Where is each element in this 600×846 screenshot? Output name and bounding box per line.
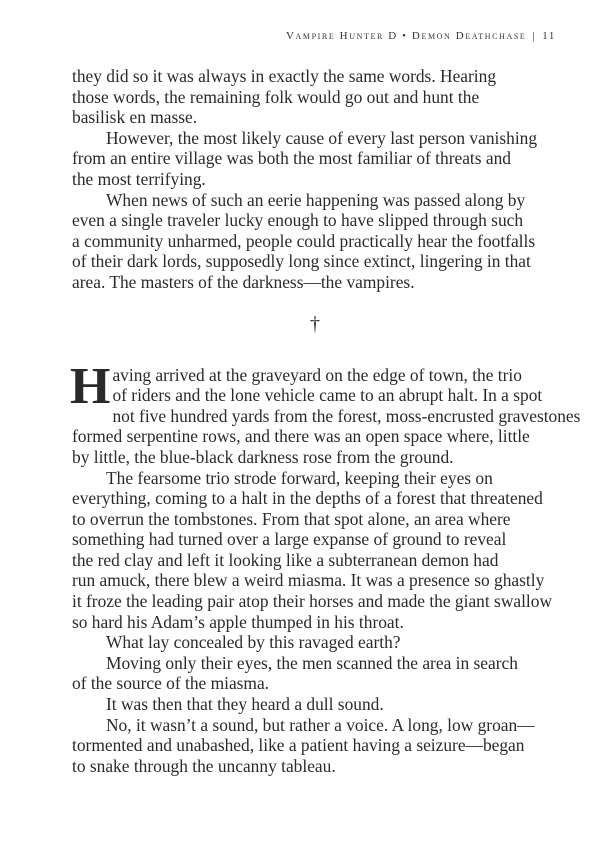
- text-line: the most terrifying.: [72, 168, 206, 189]
- drop-cap: H: [70, 357, 111, 415]
- text-line: The fearsome trio strode forward, keeping their eyes on: [106, 467, 493, 488]
- text-line: aving arrived at the graveyard on the edge of town, the trio: [112, 364, 522, 385]
- text-line: No, it wasn’t a sound, but rather a voice. A long, low groan—: [106, 714, 535, 735]
- text-line: it froze the leading pair atop their horses and made the giant swallow: [72, 591, 553, 612]
- text-line: to snake through the uncanny tableau.: [72, 755, 336, 776]
- text-line: basilisk en masse.: [72, 107, 198, 128]
- text-line: What lay concealed by this ravaged earth?: [106, 632, 401, 653]
- text-line: so hard his Adam’s apple thumped in his throat.: [72, 611, 404, 632]
- text-line: However, the most likely cause of every last person vanishing: [106, 127, 538, 148]
- text-line: of the source of the miasma.: [72, 673, 270, 694]
- text-line: those words, the remaining folk would go out and hunt the: [72, 86, 480, 107]
- text-line: from an entire village was both the most familiar of threats and: [72, 148, 511, 169]
- text-line: of their dark lords, supposedly long since extinct, lingering in that: [72, 251, 531, 272]
- running-title: Vampire Hunter D • Demon Deathchase: [285, 30, 527, 42]
- text-line: not five hundred yards from the forest, moss-encrusted gravestones: [112, 405, 581, 426]
- text-line: run amuck, there blew a weird miasma. It was a presence so ghastly: [72, 570, 545, 591]
- text-line: even a single traveler lucky enough to have slipped through such: [72, 210, 524, 231]
- text-line: they did so it was always in exactly the same words. Hearing: [72, 66, 497, 86]
- section-break-dagger-icon: †: [310, 312, 320, 335]
- header-divider: |: [532, 30, 537, 42]
- body-text: [70, 66, 581, 776]
- text-line: area. The masters of the darkness—the vampires.: [72, 271, 415, 292]
- text-line: the red clay and left it looking like a subterranean demon had: [72, 549, 499, 570]
- text-line: tormented and unabashed, like a patient having a seizure—began: [72, 735, 525, 756]
- text-line: It was then that they heard a dull sound.: [106, 694, 384, 715]
- text-line: everything, coming to a halt in the depths of a forest that threatened: [72, 488, 543, 509]
- text-line: a community unharmed, people could practically hear the footfalls: [72, 230, 536, 251]
- text-line: to overrun the tombstones. From that spot alone, an area where: [72, 508, 511, 529]
- text-line: of riders and the lone vehicle came to an abrupt halt. In a spot: [112, 385, 543, 406]
- text-line: Moving only their eyes, the men scanned the area in search: [106, 652, 518, 673]
- text-line: When news of such an eerie happening was passed along by: [106, 189, 526, 210]
- text-line: by little, the blue-black darkness rose from the ground.: [72, 446, 454, 467]
- page-number: 11: [542, 30, 556, 42]
- running-header: [286, 30, 556, 42]
- text-line: formed serpentine rows, and there was an open space where, little: [72, 426, 530, 447]
- text-line: something had turned over a large expanse of ground to reveal: [72, 529, 507, 550]
- dropcap-paragraph: [70, 357, 564, 415]
